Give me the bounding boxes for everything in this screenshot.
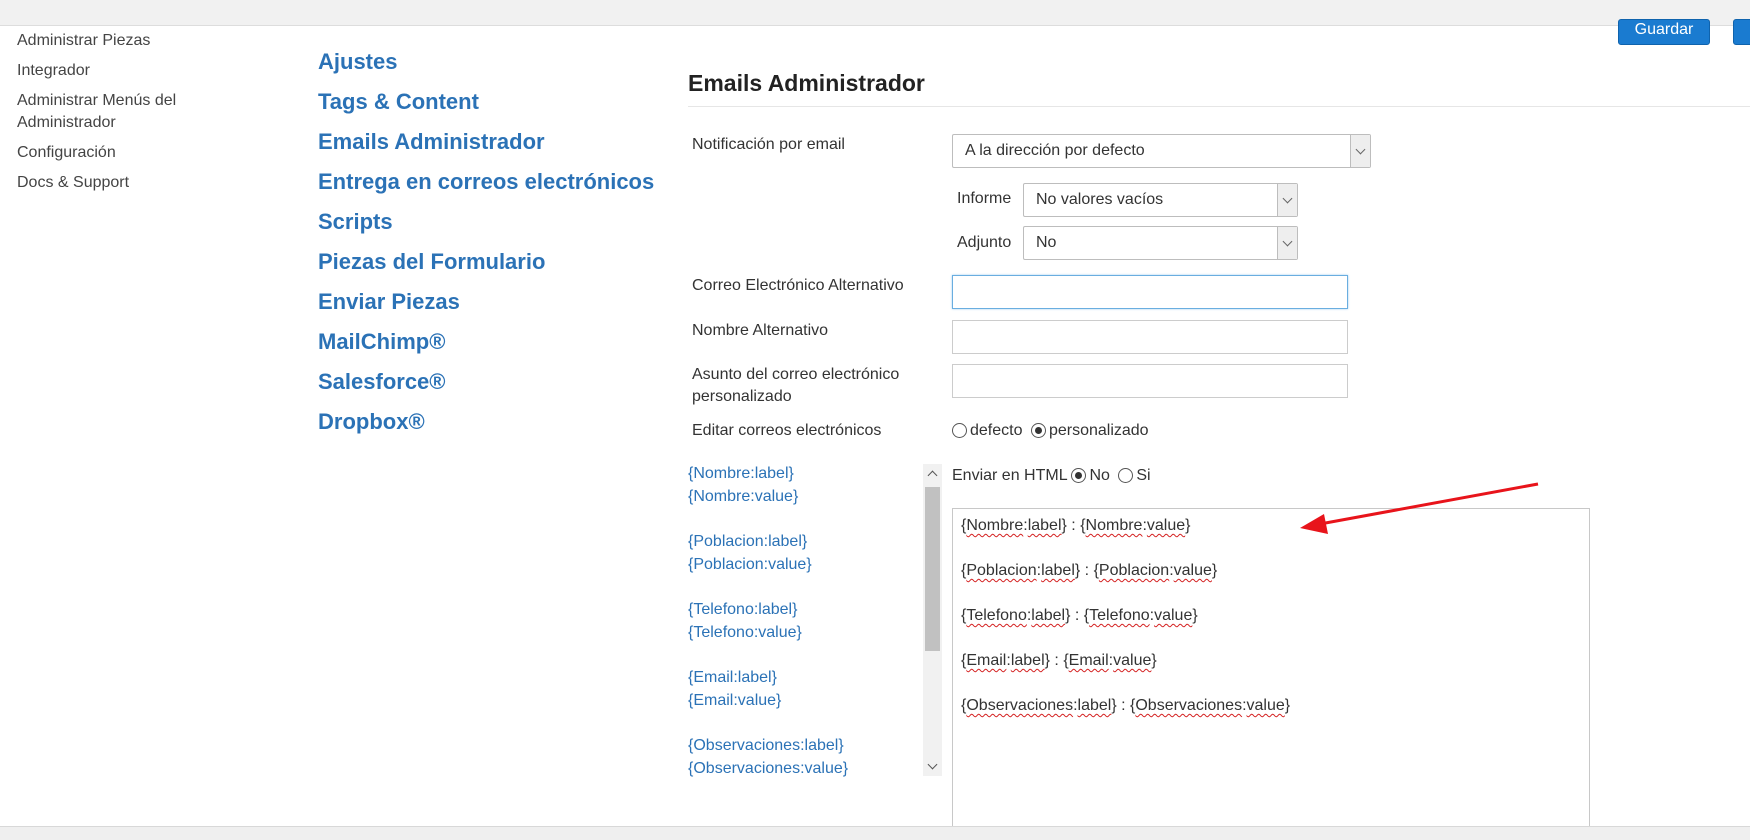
toolbar-action-button[interactable] — [1733, 19, 1750, 45]
editor-line: {Observaciones:label} : {Observaciones:value} — [961, 697, 1291, 714]
alt-name-input[interactable] — [952, 320, 1348, 354]
merge-list-scrollbar[interactable] — [923, 464, 942, 776]
top-toolbar — [0, 0, 1750, 26]
page-title: Emails Administrador — [688, 70, 925, 96]
nav-tags-content[interactable]: Tags & Content — [318, 89, 479, 114]
send-html-label: Enviar en HTML — [952, 467, 1067, 484]
nav-dropbox[interactable]: Dropbox® — [318, 409, 425, 434]
sidebar-item-administrar-menus[interactable]: Administrar Menús del Administrador — [17, 92, 177, 131]
merge-tag-link[interactable]: {Nombre:label} — [688, 465, 794, 482]
merge-tag-group — [688, 530, 913, 576]
settings-nav — [318, 48, 678, 448]
send-html-options — [952, 465, 1155, 487]
merge-tag-group — [688, 462, 913, 508]
nav-entrega-correos[interactable]: Entrega en correos electrónicos — [318, 169, 655, 194]
nav-scripts[interactable]: Scripts — [318, 209, 393, 234]
sidebar-item-integrador[interactable]: Integrador — [17, 62, 90, 79]
merge-tag-link[interactable]: {Telefono:label} — [688, 601, 798, 618]
merge-tag-link[interactable]: {Poblacion:value} — [688, 556, 812, 573]
nav-enviar-piezas[interactable]: Enviar Piezas — [318, 289, 460, 314]
radio-default[interactable] — [952, 423, 967, 438]
merge-tag-link[interactable]: {Poblacion:label} — [688, 533, 808, 550]
merge-tag-link[interactable]: {Observaciones:value} — [688, 760, 849, 777]
subject-label: Asunto del correo electrónico personalizado — [692, 366, 900, 405]
attachment-select[interactable] — [1023, 226, 1298, 260]
annotation-arrow-icon — [1290, 478, 1550, 538]
nav-salesforce[interactable]: Salesforce® — [318, 369, 446, 394]
attachment-value: No — [1036, 234, 1057, 251]
merge-tag-group — [688, 598, 913, 644]
merge-tag-link[interactable]: {Observaciones:label} — [688, 737, 844, 754]
sidebar-item-administrar-piezas[interactable]: Administrar Piezas — [17, 32, 151, 49]
nav-ajustes[interactable]: Ajustes — [318, 49, 398, 74]
nav-emails-administrador[interactable]: Emails Administrador — [318, 129, 545, 154]
merge-tag-list — [688, 462, 913, 780]
report-select[interactable] — [1023, 183, 1298, 217]
editor-line: {Poblacion:label} : {Poblacion:value} — [961, 562, 1218, 579]
editor-line: {Email:label} : {Email:value} — [961, 652, 1157, 669]
chevron-down-icon — [1350, 135, 1370, 167]
radio-html-yes[interactable] — [1118, 468, 1133, 483]
subject-input[interactable] — [952, 364, 1348, 398]
nav-piezas-formulario[interactable]: Piezas del Formulario — [318, 249, 546, 274]
merge-tag-group — [688, 734, 913, 780]
alt-email-label: Correo Electrónico Alternativo — [692, 277, 904, 294]
editor-line: {Telefono:label} : {Telefono:value} — [961, 607, 1198, 624]
merge-tag-link[interactable]: {Nombre:value} — [688, 488, 799, 505]
bottom-status-bar — [0, 826, 1750, 840]
chevron-down-icon — [1277, 184, 1297, 216]
attachment-label: Adjunto — [957, 234, 1012, 251]
email-notification-label: Notificación por email — [692, 136, 845, 153]
scroll-down-arrow-icon[interactable] — [923, 757, 942, 776]
scroll-thumb[interactable] — [925, 487, 940, 651]
email-notification-select[interactable] — [952, 134, 1371, 168]
scroll-up-arrow-icon[interactable] — [923, 464, 942, 483]
radio-html-no[interactable] — [1071, 468, 1086, 483]
radio-default-label: defecto — [970, 422, 1023, 439]
edit-emails-options — [952, 420, 1153, 442]
radio-custom[interactable] — [1031, 423, 1046, 438]
radio-html-no-label: No — [1089, 467, 1110, 484]
title-divider — [688, 106, 1750, 107]
merge-tag-link[interactable]: {Email:label} — [688, 669, 777, 686]
edit-emails-label: Editar correos electrónicos — [692, 422, 882, 439]
sidebar-item-configuracion[interactable]: Configuración — [17, 144, 116, 161]
admin-sidebar — [17, 30, 237, 202]
report-label: Informe — [957, 190, 1012, 207]
editor-line: {Nombre:label} : {Nombre:value} — [961, 517, 1191, 534]
merge-tag-link[interactable]: {Email:value} — [688, 692, 782, 709]
chevron-down-icon — [1277, 227, 1297, 259]
radio-html-yes-label: Si — [1136, 467, 1151, 484]
report-value: No valores vacíos — [1036, 191, 1164, 208]
sidebar-item-docs-support[interactable]: Docs & Support — [17, 174, 130, 191]
merge-tag-group — [688, 666, 913, 712]
email-notification-value: A la dirección por defecto — [965, 142, 1145, 159]
save-button[interactable]: Guardar — [1618, 19, 1710, 45]
radio-custom-label: personalizado — [1048, 422, 1149, 439]
email-body-editor[interactable] — [952, 508, 1590, 840]
alt-email-input[interactable] — [952, 275, 1348, 309]
nav-mailchimp[interactable]: MailChimp® — [318, 329, 446, 354]
merge-tag-link[interactable]: {Telefono:value} — [688, 624, 802, 641]
alt-name-label: Nombre Alternativo — [692, 322, 829, 339]
